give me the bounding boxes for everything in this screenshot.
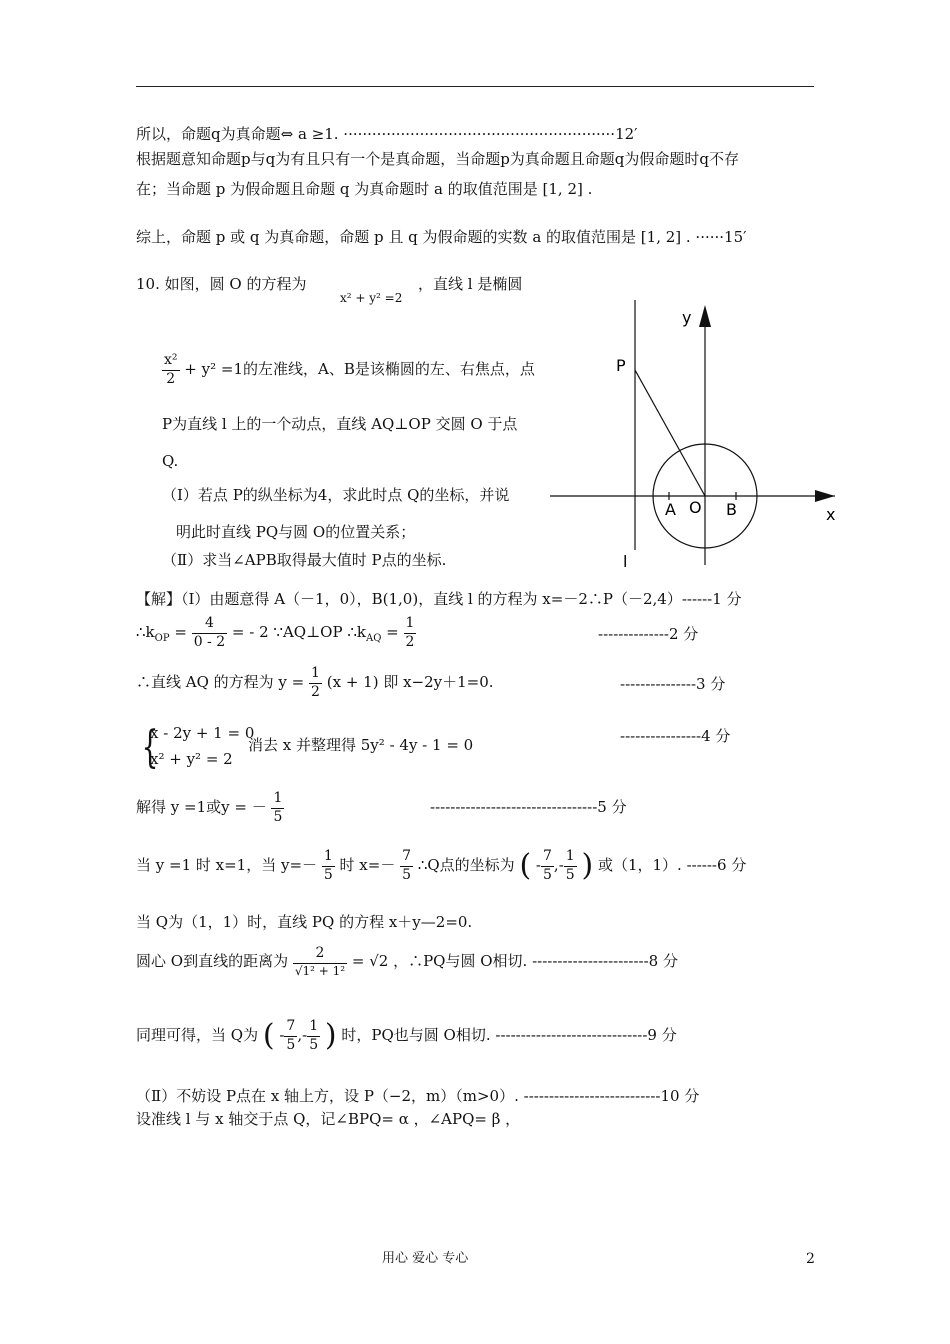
- q-y-den: 5: [323, 866, 333, 883]
- k-op-sub: OP: [154, 633, 170, 644]
- score-5: ---------------------------------5 分: [430, 798, 627, 816]
- line-8: Q.: [162, 452, 179, 470]
- k-aq-den: 2: [405, 633, 415, 650]
- circle-figure: [550, 295, 840, 575]
- q-point-y-num: 1: [564, 848, 577, 867]
- tangent-text: = √2 ，∴PQ与圆 O相切. -----------------------8 分: [351, 951, 678, 970]
- aq-frac-num: 1: [309, 665, 322, 684]
- solution-9: 同理可得，当 Q为 ( - $\frac{7}{5}$ ,- $\frac{1}{5}$ ) 时，PQ也与圆 O相切. ------------------------------9 分: [136, 1018, 677, 1053]
- segment-po: [635, 370, 705, 496]
- system-eliminate: 消去 x 并整理得 5y² - 4y - 1 = 0: [248, 736, 474, 754]
- q-point-x-den: 5: [543, 866, 552, 883]
- point-b-label: B: [726, 500, 737, 519]
- y-axis-label: y: [682, 308, 692, 327]
- line-4: 综上，命题 p 或 q 为真命题，命题 p 且 q 为假命题的实数 a 的取值范围是 [1, 2] . ······15′: [136, 228, 747, 246]
- k-op-num: 4: [192, 615, 227, 634]
- solution-7: 当 Q为（1，1）时，直线 PQ 的方程 x＋y—2=0.: [136, 913, 473, 931]
- line-2: 根据题意知命题p与q为有且只有一个是真命题，当命题p为真命题且命题q为假命题时q不存: [136, 150, 740, 168]
- point-p-label: P: [616, 356, 626, 375]
- left-paren: (: [519, 848, 532, 883]
- line-l-label: l: [623, 552, 628, 571]
- aq-frac-den: 2: [311, 683, 320, 700]
- q-x-frac: [400, 848, 413, 884]
- q2-x-frac: [284, 1018, 297, 1054]
- system-brace: {: [141, 722, 159, 773]
- q2-x-den: 5: [286, 1036, 296, 1053]
- solution-11: 设准线 l 与 x 轴交于点 Q，记∠BPQ= α ，∠APQ= β ，: [136, 1110, 521, 1128]
- ellipse-text: + y² =1的左准线，A、B是该椭圆的左、右焦点，点: [184, 360, 535, 378]
- page-number: 2: [806, 1251, 815, 1267]
- solution-5: [136, 790, 284, 826]
- score-2: --------------2 分: [598, 625, 699, 643]
- similarly-tangent: 时，PQ也与圆 O相切. ------------------------------9 分: [341, 1026, 677, 1044]
- problem-10-cont: ，直线 l 是椭圆: [418, 275, 523, 293]
- x-arrow-icon: [815, 490, 835, 502]
- part-1-question: （Ⅰ）若点 P的纵坐标为4，求此时点 Q的坐标，并说: [162, 486, 510, 504]
- score-3: ---------------3 分: [620, 675, 726, 693]
- q-coord-text-b: 时 x=－: [339, 856, 396, 874]
- problem-10-intro: [136, 275, 306, 293]
- distance-num: 2: [293, 945, 347, 964]
- distance-frac: [293, 945, 347, 979]
- q2-y-den: 5: [309, 1036, 319, 1053]
- problem-10-text: 10. 如图，圆 O 的方程为: [136, 275, 307, 293]
- ellipse-frac-num: x²: [162, 352, 180, 371]
- q-coord-text-a: 当 y =1 时 x=1，当 y=－: [136, 856, 318, 874]
- q-coord-text-d: 或（1，1）. ------6 分: [597, 856, 747, 874]
- distance-den: √1² + 1²: [294, 963, 346, 978]
- right-paren: ): [581, 848, 594, 883]
- k-op-label: ∴k: [136, 623, 155, 641]
- line-3: 在；当命题 p 为假命题且命题 q 为真命题时 a 的取值范围是 [1, 2] .: [136, 180, 593, 198]
- k-aq-text: = - 2 ∵AQ⊥OP ∴k: [231, 623, 366, 641]
- aq-frac: [309, 665, 322, 701]
- solve-frac: [271, 790, 284, 826]
- header-rule: [136, 86, 814, 87]
- q-point-y-frac: [564, 848, 577, 884]
- solution-8: [136, 945, 678, 979]
- k-op-den: 0 - 2: [193, 633, 226, 650]
- q-x-den: 5: [402, 866, 412, 883]
- solve-frac-num: 1: [271, 790, 284, 809]
- k-aq-num: 1: [404, 615, 417, 634]
- k-aq-sub: AQ: [365, 633, 382, 644]
- q2-y-frac: [307, 1018, 320, 1054]
- aq-line-eq: (x + 1) 即 x−2y＋1=0.: [326, 673, 494, 691]
- circle-equation: x² + y² =2: [340, 291, 403, 305]
- q-point-x-num: 7: [541, 848, 554, 867]
- q-x-num: 7: [400, 848, 413, 867]
- right-paren-2: ): [324, 1018, 337, 1053]
- ellipse-frac-den: 2: [166, 370, 176, 387]
- solution-2: $\therefore k_{OP}$ = $\frac{4}{0 - 2}$ = - 2 ∵AQ⊥OP $\therefore k_{AQ}$ = $\frac{1}{2}$: [136, 615, 415, 650]
- score-4: ----------------4 分: [620, 727, 731, 745]
- k-op-frac: [192, 615, 227, 651]
- part-2-question: （Ⅱ）求当∠APB取得最大值时 P点的坐标.: [162, 551, 447, 569]
- q-point-x-frac: [541, 848, 554, 884]
- q2-x-num: 7: [284, 1018, 297, 1037]
- y-arrow-icon: [699, 305, 711, 327]
- similarly-text: 同理可得，当 Q为: [136, 1026, 259, 1044]
- solution-3: [136, 665, 494, 701]
- q-y-num: 1: [322, 848, 335, 867]
- aq-line-text: ∴直线 AQ 的方程为 y =: [136, 673, 305, 691]
- point-o-label: O: [689, 498, 702, 517]
- ellipse-frac: [162, 352, 180, 388]
- q-point-y-den: 5: [565, 866, 575, 883]
- q-y-frac: [322, 848, 335, 884]
- system-eq-2: x² + y² = 2: [150, 750, 233, 768]
- solution-1: 【解】（Ⅰ）由题意得 A（－1，0），B(1,0)，直线 l 的方程为 x=－2∴P（－2,4）------1 分: [136, 590, 742, 608]
- footer-motto: 用心 爱心 专心: [382, 1251, 469, 1266]
- line-7: P为直线 l 上的一个动点，直线 AQ⊥OP 交圆 O 于点: [162, 415, 518, 433]
- q2-y-num: 1: [307, 1018, 320, 1037]
- x-axis-label: x: [826, 505, 836, 524]
- solution-6: 当 y =1 时 x=1，当 y=－ $\frac{1}{5}$ 时 x=－ $\frac{7}{5}$ ∴Q点的坐标为 ( - $\frac{7}{5}$ ,- $\frac{1}{5}$ ) 或（1，1）. ------6 分: [136, 848, 747, 883]
- system-eq-1: x - 2y + 1 = 0: [150, 724, 255, 742]
- distance-text: 圆心 O到直线的距离为: [136, 951, 289, 970]
- q-coord-text-c: ∴Q点的坐标为: [417, 856, 515, 874]
- solve-text: 解得 y =1或y = －: [136, 798, 267, 816]
- solution-10: （Ⅱ）不妨设 P点在 x 轴上方，设 P（−2，m）（m>0）. ---------------------------10 分: [136, 1087, 700, 1105]
- left-paren-2: (: [262, 1018, 275, 1053]
- point-a-label: A: [665, 500, 676, 519]
- part-1-question-cont: 明此时直线 PQ与圆 O的位置关系；: [176, 523, 416, 541]
- k-aq-frac: [404, 615, 417, 651]
- line-1: 所以，命题q为真命题⇔ a ≥1. ·························································12′: [136, 125, 638, 143]
- solve-frac-den: 5: [273, 808, 283, 825]
- ellipse-line: [162, 352, 535, 388]
